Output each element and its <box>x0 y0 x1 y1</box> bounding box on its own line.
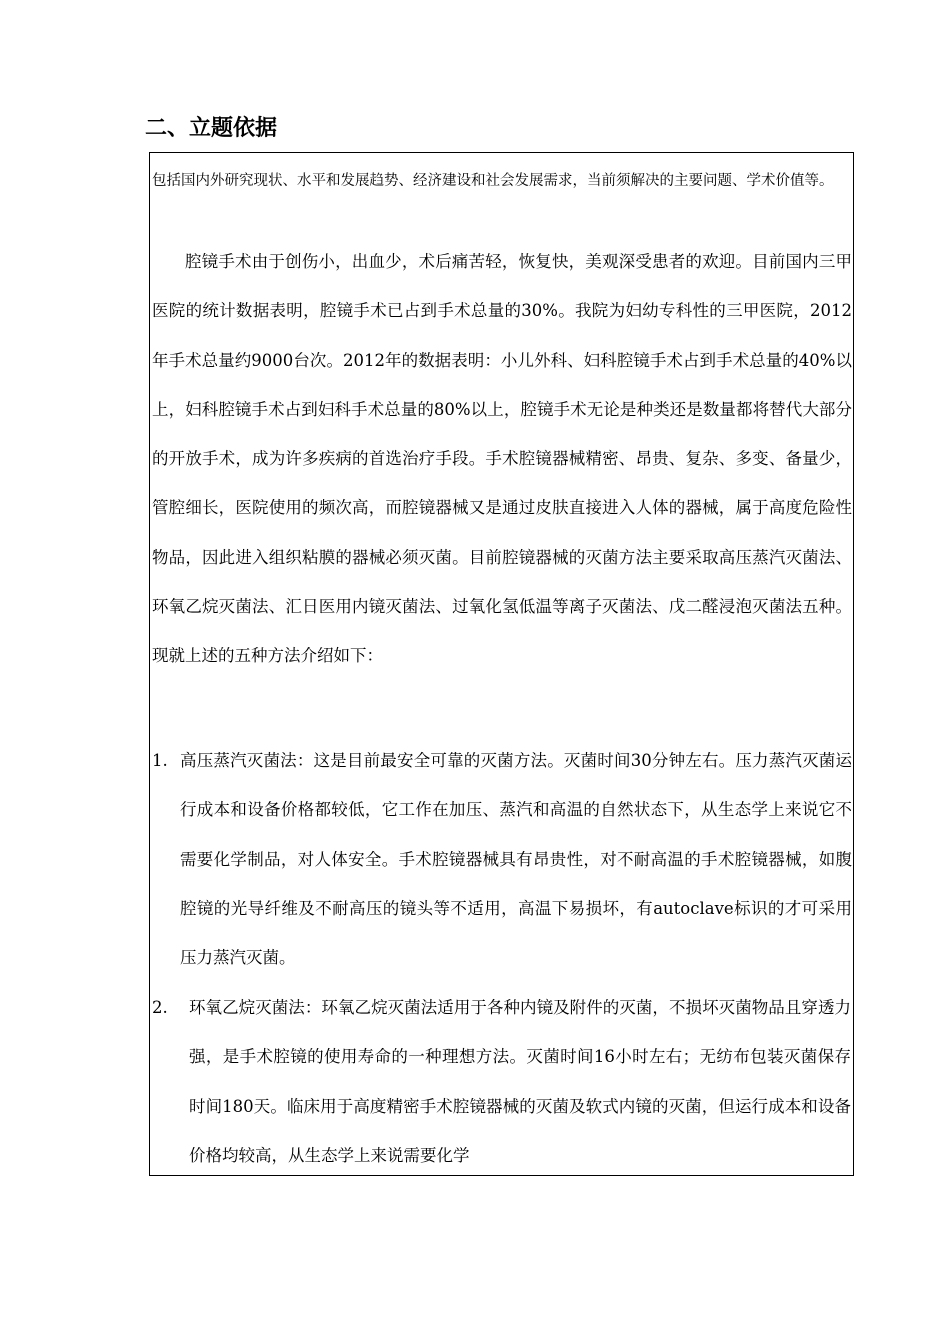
method-item <box>152 736 852 982</box>
method-item <box>152 983 851 1176</box>
method-number: 2. <box>152 998 168 1017</box>
method-number: 1. <box>152 751 168 770</box>
method-text: 高压蒸汽灭菌法：这是目前最安全可靠的灭菌方法。灭菌时间30分钟左右。压力蒸汽灭菌运行成本和设备价格都较低，它工作在加压、蒸汽和高温的自然状态下，从生态学上来说它不需要化学制品，对人体安全。手术腔镜器械具有昂贵性，对不耐高温的手术腔镜器械，如腹腔镜的光导纤维及不耐高压的镜头等不适用，高温下易损坏，有autoclave标识的才可采用压力蒸汽灭菌。 <box>180 751 852 968</box>
intro-paragraph: 腔镜手术由于创伤小，出血少，术后痛苦轻，恢复快，美观深受患者的欢迎。目前国内三甲医院的统计数据表明，腔镜手术已占到手术总量的30%。我院为妇幼专科性的三甲医院，2012年手术总量约9000台次。2012年的数据表明：小儿外科、妇科腔镜手术占到手术总量的40%以上，妇科腔镜手术占到妇科手术总量的80%以上，腔镜手术无论是种类还是数量都将替代大部分的开放手术，成为许多疾病的首选治疗手段。手术腔镜器械精密、昂贵、复杂、多变、备量少，管腔细长，医院使用的频次高，而腔镜器械又是通过皮肤直接进入人体的器械，属于高度危险性物品，因此进入组织粘膜的器械必须灭菌。目前腔镜器械的灭菌方法主要采取高压蒸汽灭菌法、环氧乙烷灭菌法、汇日医用内镜灭菌法、过氧化氢低温等离子灭菌法、戊二醛浸泡灭菌法五种。现就上述的五种方法介绍如下： <box>152 252 852 666</box>
section-title: 二、立题依据 <box>145 116 278 141</box>
content-frame <box>149 152 854 1176</box>
instruction-text: 包括国内外研究现状、水平和发展趋势、经济建设和社会发展需求，当前须解决的主要问题、学术价值等。 <box>152 173 834 189</box>
method-text: 环氧乙烷灭菌法：环氧乙烷灭菌法适用于各种内镜及附件的灭菌，不损坏灭菌物品且穿透力强，是手术腔镜的使用寿命的一种理想方法。灭菌时间16小时左右；无纺布包装灭菌保存时间180天。临床用于高度精密手术腔镜器械的灭菌及软式内镜的灭菌，但运行成本和设备价格均较高，从生态学上来说需要化学 <box>189 998 851 1165</box>
